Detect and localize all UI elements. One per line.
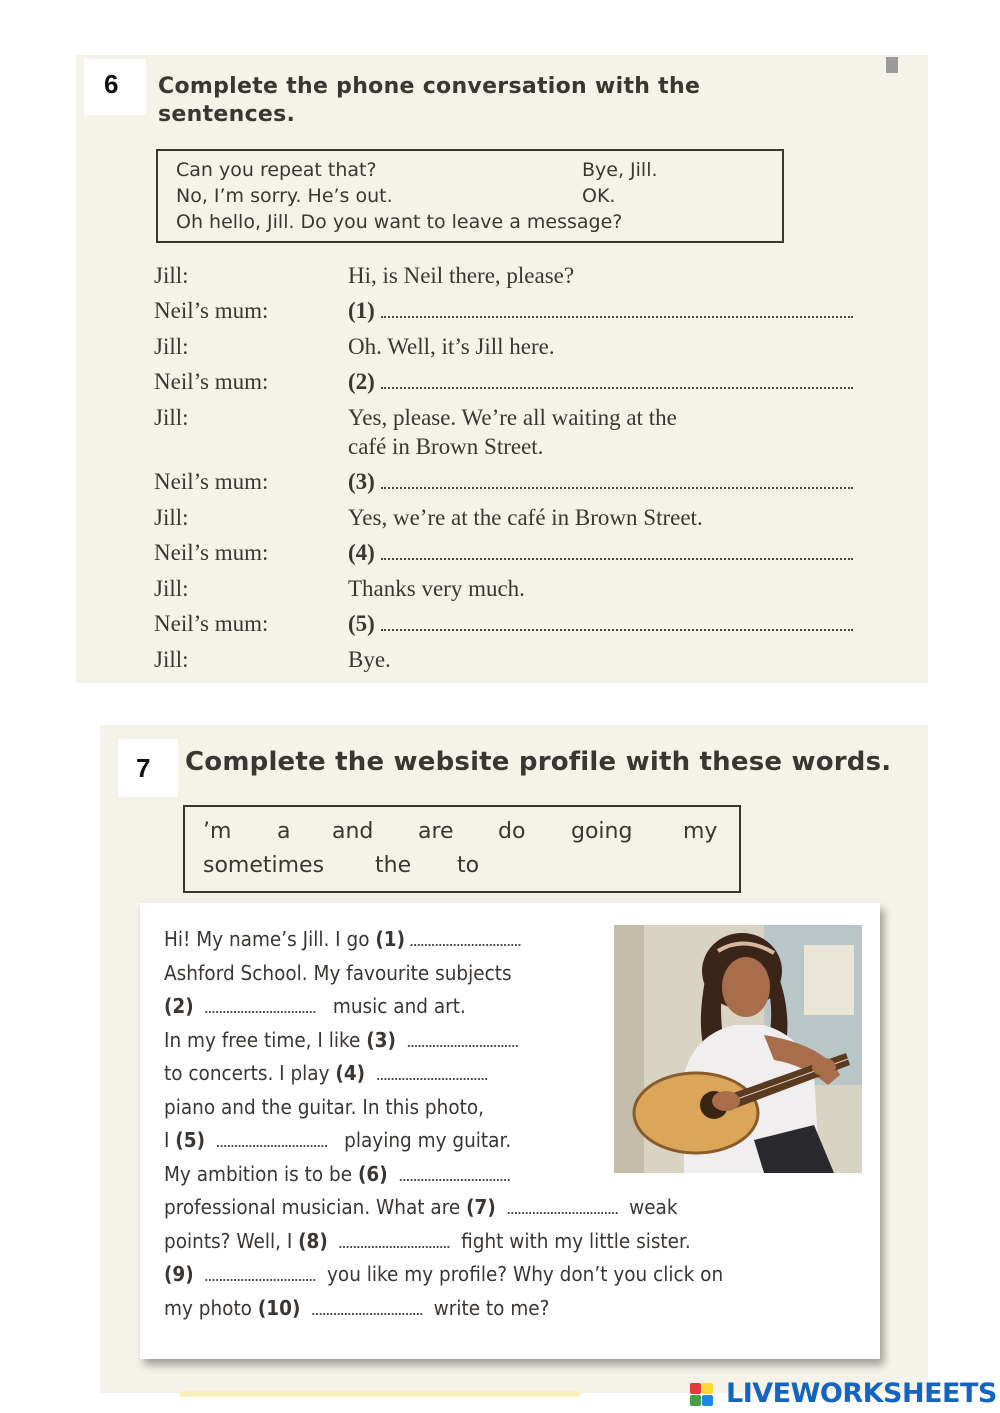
answer-blank[interactable] [381, 625, 853, 631]
gap-number: (9) [164, 1262, 194, 1286]
speaker: Jill: [154, 647, 189, 672]
speaker: Neil’s mum: [154, 298, 269, 323]
profile-line: piano and the guitar. In this photo, [164, 1095, 485, 1119]
speaker: Neil’s mum: [154, 469, 269, 494]
answer-blank[interactable] [408, 1043, 518, 1047]
profile-line: my photo (10) write to me? [164, 1296, 550, 1320]
exercise-number: 7 [136, 753, 151, 783]
gap-number: (4) [348, 540, 375, 565]
answer-blank[interactable] [381, 554, 853, 560]
title-line-2: sentences. [158, 102, 296, 127]
sentence-option: Oh hello, Jill. Do you want to leave a message? [176, 211, 623, 233]
answer-blank[interactable] [381, 312, 853, 318]
exercise-7 [100, 725, 928, 1393]
word-option: a [277, 819, 291, 844]
word-box [183, 805, 741, 893]
gap-number: (2) [164, 994, 194, 1018]
gap-number: (10) [257, 1296, 301, 1320]
word-option: my [683, 819, 718, 844]
exercise-number-box [84, 59, 146, 115]
answer-blank[interactable] [508, 1210, 618, 1214]
profile-line: Hi! My name’s Jill. I go (1) [164, 923, 521, 957]
exercise-title [158, 73, 858, 129]
answer-blank[interactable] [377, 1076, 487, 1080]
word-option: and [332, 819, 374, 844]
answer-blank[interactable] [381, 383, 853, 389]
profile-line: professional musician. What are (7) weak [164, 1195, 678, 1219]
page-corner-mark [886, 57, 898, 73]
word-option: to [457, 853, 480, 878]
gap-number: (6) [357, 1162, 388, 1186]
profile-line: (9) you like my profile? Why don’t you click on [164, 1262, 724, 1286]
word-option: ’m [203, 819, 232, 844]
word-option: are [418, 819, 454, 844]
gap-number: (5) [348, 611, 375, 636]
speaker: Jill: [154, 334, 189, 359]
speaker: Neil’s mum: [154, 369, 269, 394]
profile-line: I (5) playing my guitar. [164, 1128, 512, 1152]
gap-number: (3) [348, 469, 375, 494]
exercise-title: Complete the website profile with these words. [185, 747, 892, 777]
profile-line: In my free time, I like (3) [164, 1024, 517, 1058]
profile-line: My ambition is to be (6) [164, 1158, 509, 1192]
decorative-strip [180, 1391, 580, 1397]
profile-line: Ashford School. My favourite subjects [164, 961, 512, 985]
gap-number: (2) [348, 369, 375, 394]
title-line-1: Complete the phone conversation with the [158, 74, 701, 99]
line-text: Yes, we’re at the café in Brown Street. [348, 505, 703, 530]
exercise-6 [76, 55, 928, 683]
gap-number: (1) [375, 927, 406, 951]
answer-blank[interactable] [312, 1311, 422, 1315]
girl-with-guitar-illustration [614, 925, 862, 1173]
brand-icon [688, 1381, 724, 1407]
line-text-continued: café in Brown Street. [348, 434, 544, 459]
sentence-option: Can you repeat that? [176, 159, 377, 181]
answer-blank[interactable] [205, 1277, 315, 1281]
line-text: Bye. [348, 647, 391, 672]
sentence-option: OK. [582, 185, 616, 207]
gap-number: (7) [466, 1195, 496, 1219]
answer-blank[interactable] [217, 1143, 327, 1147]
sentence-box [156, 149, 784, 243]
word-option: do [498, 819, 526, 844]
exercise-number-box [118, 739, 178, 797]
line-text: Oh. Well, it’s Jill here. [348, 334, 555, 359]
gap-number: (8) [298, 1229, 328, 1253]
word-option: going [571, 819, 633, 844]
answer-blank[interactable] [381, 483, 853, 489]
gap-number: (4) [335, 1061, 366, 1085]
answer-blank[interactable] [399, 1177, 509, 1181]
line-text: Hi, is Neil there, please? [348, 263, 575, 288]
profile-card [140, 903, 880, 1359]
line-text: Thanks very much. [348, 576, 525, 601]
gap-number: (3) [366, 1028, 396, 1052]
speaker: Jill: [154, 263, 189, 288]
speaker: Jill: [154, 576, 189, 601]
profile-line: (2) music and art. [164, 994, 466, 1018]
speaker: Jill: [154, 505, 189, 530]
exercise-number: 6 [104, 69, 119, 99]
profile-line: to concerts. I play (4) [164, 1057, 487, 1091]
word-option: the [375, 853, 412, 878]
gap-number: (5) [175, 1128, 206, 1152]
answer-blank[interactable] [205, 1009, 315, 1013]
brand-name: LIVEWORKSHEETS [726, 1378, 997, 1409]
speaker: Neil’s mum: [154, 611, 269, 636]
profile-photo[interactable] [614, 925, 862, 1173]
profile-line: points? Well, I (8) fight with my little sister. [164, 1229, 691, 1253]
speaker: Jill: [154, 405, 189, 430]
answer-blank[interactable] [411, 942, 521, 946]
sentence-option: No, I’m sorry. He’s out. [176, 185, 393, 207]
line-text: Yes, please. We’re all waiting at the [348, 405, 677, 430]
answer-blank[interactable] [340, 1244, 450, 1248]
word-option: sometimes [203, 853, 325, 878]
gap-number: (1) [348, 298, 375, 323]
sentence-option: Bye, Jill. [582, 159, 658, 181]
speaker: Neil’s mum: [154, 540, 269, 565]
